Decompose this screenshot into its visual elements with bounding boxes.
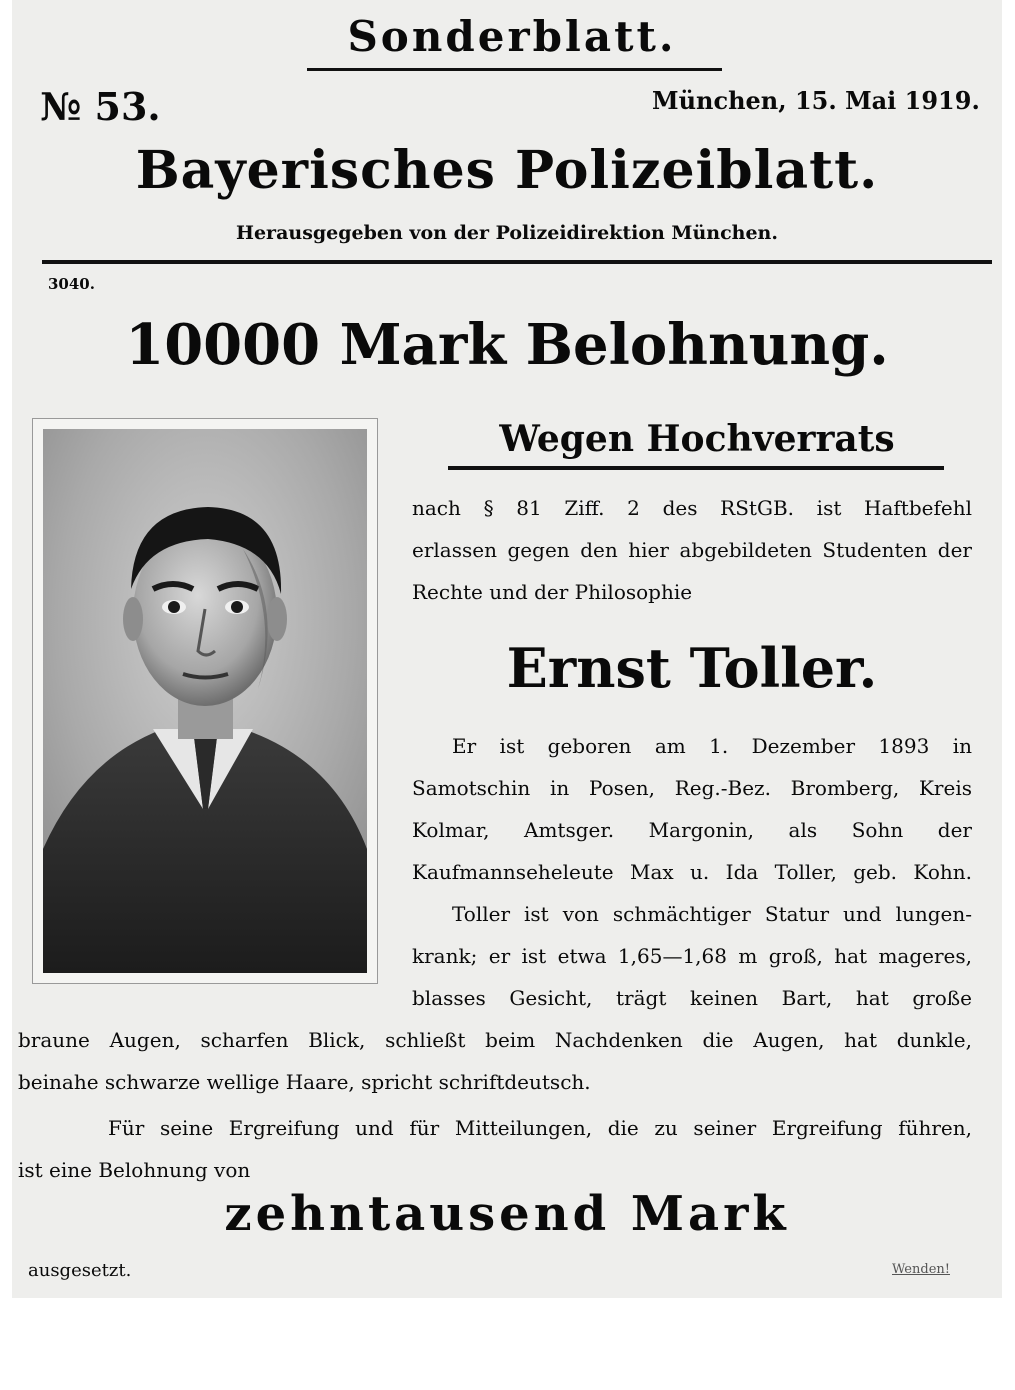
- masthead-divider: [42, 260, 992, 264]
- description-line: blasses Gesicht, trägt keinen Bart, hat große: [412, 986, 972, 1010]
- description-line: beinahe schwarze wellige Haare, spricht schriftdeutsch.: [18, 1070, 591, 1094]
- place-date: München, 15. Mai 1919.: [652, 86, 980, 115]
- intro-line: erlassen gegen den hier abgebildeten Studenten der: [412, 538, 972, 562]
- footer-left: ausgesetzt.: [28, 1260, 132, 1281]
- charge-heading: Wegen Hochverrats: [499, 418, 895, 460]
- bottom-margin: [0, 1298, 1015, 1390]
- charge-underline: [448, 466, 944, 470]
- reward-line: ist eine Belohnung von: [18, 1158, 251, 1182]
- footer-turn-over: Wenden!: [892, 1262, 950, 1277]
- title-underline: [307, 68, 722, 71]
- portrait-photo: [32, 418, 378, 984]
- publisher-line: Herausgegeben von der Polizeidirektion München.: [236, 222, 778, 244]
- description-line: Kaufmannseheleute Max u. Ida Toller, geb. Kohn.: [412, 860, 972, 884]
- description-line: Toller ist von schmächtiger Statur und lungen-: [452, 902, 972, 926]
- wanted-name: Ernst Toller.: [506, 636, 878, 700]
- reward-headline: 10000 Mark Belohnung.: [125, 312, 889, 378]
- reward-amount-words: zehntausend Mark: [224, 1186, 790, 1242]
- description-line: Er ist geboren am 1. Dezember 1893 in: [452, 734, 972, 758]
- intro-line: nach § 81 Ziff. 2 des RStGB. ist Haftbefehl: [412, 496, 972, 520]
- description-line: braune Augen, scharfen Blick, schließt beim Nachdenken die Augen, hat dunkle,: [18, 1028, 972, 1052]
- description-line: Samotschin in Posen, Reg.-Bez. Bromberg, Kreis: [412, 776, 972, 800]
- reward-line: Für seine Ergreifung und für Mitteilungen, die zu seiner Ergreifung führen,: [108, 1116, 972, 1140]
- description-line: Kolmar, Amtsger. Margonin, als Sohn der: [412, 818, 972, 842]
- notice-number: 3040.: [48, 275, 95, 293]
- portrait-image: [43, 429, 367, 973]
- description-line: krank; er ist etwa 1,65—1,68 m groß, hat mageres,: [412, 944, 972, 968]
- issue-number: № 53.: [40, 84, 161, 129]
- masthead: Bayerisches Polizeiblatt.: [135, 140, 879, 201]
- intro-line: Rechte und der Philosophie: [412, 580, 693, 604]
- wanted-poster: [12, 0, 1002, 1298]
- special-edition-title: Sonderblatt.: [347, 12, 677, 61]
